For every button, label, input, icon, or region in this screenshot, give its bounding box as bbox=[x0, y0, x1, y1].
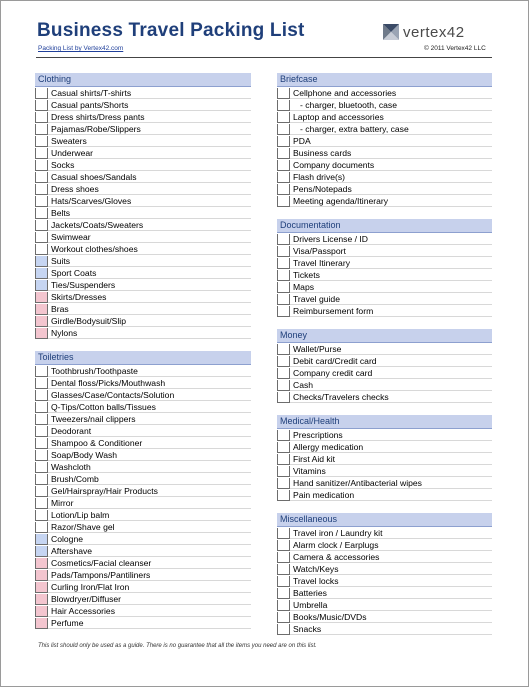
item-label: Travel Itinerary bbox=[290, 257, 492, 269]
checkbox[interactable] bbox=[277, 112, 290, 123]
checkbox[interactable] bbox=[277, 380, 290, 391]
checkbox[interactable] bbox=[35, 414, 48, 425]
item-label: Vitamins bbox=[290, 465, 492, 477]
checklist-item bbox=[35, 605, 251, 617]
checkbox[interactable] bbox=[277, 600, 290, 611]
item-label: Pads/Tampons/Pantiliners bbox=[48, 569, 251, 581]
checkbox[interactable] bbox=[35, 366, 48, 377]
item-label: Company documents bbox=[290, 159, 492, 171]
checkbox[interactable] bbox=[35, 328, 48, 339]
item-label: Checks/Travelers checks bbox=[290, 391, 492, 403]
checkbox[interactable] bbox=[277, 160, 290, 171]
checklist-item bbox=[277, 355, 492, 367]
checklist-item bbox=[277, 257, 492, 269]
checklist-item bbox=[277, 171, 492, 183]
checkbox[interactable] bbox=[35, 304, 48, 315]
item-label: Books/Music/DVDs bbox=[290, 611, 492, 623]
section-header: Miscellaneous bbox=[277, 513, 492, 527]
checklist-item bbox=[35, 413, 251, 425]
checkbox[interactable] bbox=[277, 490, 290, 501]
item-label: Dental floss/Picks/Mouthwash bbox=[48, 377, 251, 389]
item-label: Cosmetics/Facial cleanser bbox=[48, 557, 251, 569]
checkbox[interactable] bbox=[277, 466, 290, 477]
item-label: Tweezers/nail clippers bbox=[48, 413, 251, 425]
checklist-item bbox=[35, 267, 251, 279]
item-label: Visa/Passport bbox=[290, 245, 492, 257]
item-label: Cellphone and accessories bbox=[290, 87, 492, 99]
checkbox[interactable] bbox=[277, 282, 290, 293]
checklist-item bbox=[277, 379, 492, 391]
checkbox[interactable] bbox=[35, 582, 48, 593]
checkbox[interactable] bbox=[35, 426, 48, 437]
item-label: Travel guide bbox=[290, 293, 492, 305]
checklist-item bbox=[35, 243, 251, 255]
checkbox[interactable] bbox=[35, 498, 48, 509]
checklist-item bbox=[35, 521, 251, 533]
checklist-item bbox=[35, 207, 251, 219]
checklist-item bbox=[277, 367, 492, 379]
checkbox[interactable] bbox=[277, 124, 290, 135]
section-header: Medical/Health bbox=[277, 415, 492, 429]
checklist-item bbox=[277, 269, 492, 281]
checklist-item bbox=[35, 123, 251, 135]
checkbox[interactable] bbox=[35, 292, 48, 303]
item-label: Belts bbox=[48, 207, 251, 219]
section-medical-health bbox=[277, 415, 492, 501]
checklist-item bbox=[35, 461, 251, 473]
checklist-item bbox=[35, 473, 251, 485]
checkbox[interactable] bbox=[35, 136, 48, 147]
checklist-item bbox=[277, 293, 492, 305]
checkbox[interactable] bbox=[277, 478, 290, 489]
checklist-item bbox=[35, 219, 251, 231]
checkbox[interactable] bbox=[277, 258, 290, 269]
checkbox[interactable] bbox=[277, 196, 290, 207]
item-label: Nylons bbox=[48, 327, 251, 339]
checklist-item bbox=[277, 611, 492, 623]
checklist-item bbox=[35, 195, 251, 207]
item-label: Ties/Suspenders bbox=[48, 279, 251, 291]
item-label: Batteries bbox=[290, 587, 492, 599]
checklist-item bbox=[35, 545, 251, 557]
checkbox[interactable] bbox=[277, 270, 290, 281]
checkbox[interactable] bbox=[35, 244, 48, 255]
checkbox[interactable] bbox=[277, 100, 290, 111]
section-header: Briefcase bbox=[277, 73, 492, 87]
item-label: Underwear bbox=[48, 147, 251, 159]
checklist-item bbox=[35, 377, 251, 389]
item-label: Hair Accessories bbox=[48, 605, 251, 617]
item-label: Gel/Hairspray/Hair Products bbox=[48, 485, 251, 497]
checkbox[interactable] bbox=[277, 430, 290, 441]
item-label: Watch/Keys bbox=[290, 563, 492, 575]
item-label: Skirts/Dresses bbox=[48, 291, 251, 303]
vertex42-link[interactable]: Packing List by Vertex42.com bbox=[38, 45, 124, 52]
item-label: Reimbursement form bbox=[290, 305, 492, 317]
checkbox[interactable] bbox=[35, 378, 48, 389]
item-label: - charger, bluetooth, case bbox=[290, 99, 492, 111]
checklist-item bbox=[277, 281, 492, 293]
checkbox[interactable] bbox=[35, 510, 48, 521]
checklist-item bbox=[277, 305, 492, 317]
checklist-item bbox=[35, 365, 251, 377]
checklist-item bbox=[277, 111, 492, 123]
checklist-item bbox=[277, 147, 492, 159]
checklist-item bbox=[35, 389, 251, 401]
checkbox[interactable] bbox=[277, 88, 290, 99]
section-miscellaneous bbox=[277, 513, 492, 635]
checklist-item bbox=[35, 147, 251, 159]
checkbox[interactable] bbox=[35, 124, 48, 135]
checkbox[interactable] bbox=[277, 442, 290, 453]
checkbox[interactable] bbox=[35, 148, 48, 159]
checklist-item bbox=[277, 575, 492, 587]
item-label: Camera & accessories bbox=[290, 551, 492, 563]
checkbox[interactable] bbox=[277, 294, 290, 305]
checkbox[interactable] bbox=[277, 588, 290, 599]
checklist-item bbox=[35, 99, 251, 111]
checkbox[interactable] bbox=[35, 160, 48, 171]
checklist-item bbox=[277, 465, 492, 477]
checklist-item bbox=[277, 183, 492, 195]
item-label: Wallet/Purse bbox=[290, 343, 492, 355]
checklist-item bbox=[35, 557, 251, 569]
checklist-item bbox=[35, 279, 251, 291]
checklist-item bbox=[35, 593, 251, 605]
item-label: Tickets bbox=[290, 269, 492, 281]
checklist-item bbox=[277, 527, 492, 539]
item-label: Aftershave bbox=[48, 545, 251, 557]
item-label: Soap/Body Wash bbox=[48, 449, 251, 461]
item-label: Casual shirts/T-shirts bbox=[48, 87, 251, 99]
section-header: Toiletries bbox=[35, 351, 251, 365]
item-label: Travel iron / Laundry kit bbox=[290, 527, 492, 539]
checkbox[interactable] bbox=[35, 268, 48, 279]
checkbox[interactable] bbox=[277, 344, 290, 355]
checkbox[interactable] bbox=[35, 208, 48, 219]
section-documentation bbox=[277, 219, 492, 317]
checkbox[interactable] bbox=[35, 88, 48, 99]
section-toiletries bbox=[35, 351, 251, 629]
checkbox[interactable] bbox=[277, 368, 290, 379]
checkbox[interactable] bbox=[35, 594, 48, 605]
item-label: Cash bbox=[290, 379, 492, 391]
checklist-item bbox=[35, 569, 251, 581]
checklist-item bbox=[277, 453, 492, 465]
item-label: Drivers License / ID bbox=[290, 233, 492, 245]
item-label: Q-Tips/Cotton balls/Tissues bbox=[48, 401, 251, 413]
checkbox[interactable] bbox=[277, 528, 290, 539]
checklist-item bbox=[277, 233, 492, 245]
checklist-item bbox=[35, 617, 251, 629]
item-label: Company credit card bbox=[290, 367, 492, 379]
item-label: PDA bbox=[290, 135, 492, 147]
item-label: Pajamas/Robe/Slippers bbox=[48, 123, 251, 135]
checkbox[interactable] bbox=[277, 356, 290, 367]
checklist-item bbox=[35, 425, 251, 437]
checklist-item bbox=[277, 539, 492, 551]
item-label: Curling Iron/Flat Iron bbox=[48, 581, 251, 593]
item-label: Pain medication bbox=[290, 489, 492, 501]
item-label: First Aid kit bbox=[290, 453, 492, 465]
checkbox[interactable] bbox=[35, 546, 48, 557]
section-header: Clothing bbox=[35, 73, 251, 87]
checklist-item bbox=[277, 99, 492, 111]
checkbox[interactable] bbox=[35, 172, 48, 183]
checkbox[interactable] bbox=[35, 522, 48, 533]
item-label: Workout clothes/shoes bbox=[48, 243, 251, 255]
checkbox[interactable] bbox=[35, 558, 48, 569]
checklist-item bbox=[277, 599, 492, 611]
checkbox[interactable] bbox=[35, 232, 48, 243]
section-briefcase bbox=[277, 73, 492, 207]
item-label: Pens/Notepads bbox=[290, 183, 492, 195]
item-label: Swimwear bbox=[48, 231, 251, 243]
checklist-item bbox=[35, 509, 251, 521]
checklist-item bbox=[35, 111, 251, 123]
checkbox[interactable] bbox=[35, 450, 48, 461]
item-label: Brush/Comb bbox=[48, 473, 251, 485]
checklist-item bbox=[35, 533, 251, 545]
checklist-item bbox=[277, 623, 492, 635]
checklist-item bbox=[35, 291, 251, 303]
checklist-item bbox=[277, 477, 492, 489]
item-label: Blowdryer/Diffuser bbox=[48, 593, 251, 605]
checklist-item bbox=[277, 159, 492, 171]
checkbox[interactable] bbox=[35, 220, 48, 231]
checkbox[interactable] bbox=[277, 148, 290, 159]
checklist-item bbox=[277, 563, 492, 575]
item-label: Snacks bbox=[290, 623, 492, 635]
section-header: Documentation bbox=[277, 219, 492, 233]
checklist-item bbox=[35, 449, 251, 461]
checkbox[interactable] bbox=[277, 246, 290, 257]
checkbox[interactable] bbox=[35, 474, 48, 485]
checklist-item bbox=[35, 231, 251, 243]
checklist-item bbox=[277, 551, 492, 563]
item-label: Sport Coats bbox=[48, 267, 251, 279]
checklist-item bbox=[35, 315, 251, 327]
checklist-item bbox=[35, 135, 251, 147]
checklist-item bbox=[277, 135, 492, 147]
section-money bbox=[277, 329, 492, 403]
checklist-item bbox=[277, 245, 492, 257]
checklist-item bbox=[277, 343, 492, 355]
vertex42-logo-icon bbox=[381, 22, 493, 42]
checklist-item bbox=[35, 87, 251, 99]
item-label: Allergy medication bbox=[290, 441, 492, 453]
item-label: Casual pants/Shorts bbox=[48, 99, 251, 111]
item-label: Perfume bbox=[48, 617, 251, 629]
svg-text:vertex42: vertex42 bbox=[403, 24, 465, 41]
left-column bbox=[35, 73, 251, 641]
item-label: Hand sanitizer/Antibacterial wipes bbox=[290, 477, 492, 489]
item-label: Toothbrush/Toothpaste bbox=[48, 365, 251, 377]
checklist-item bbox=[277, 123, 492, 135]
item-label: Shampoo & Conditioner bbox=[48, 437, 251, 449]
item-label: Umbrella bbox=[290, 599, 492, 611]
right-column bbox=[277, 73, 492, 647]
checkbox[interactable] bbox=[35, 390, 48, 401]
checklist-item bbox=[35, 327, 251, 339]
checkbox[interactable] bbox=[277, 234, 290, 245]
item-label: Razor/Shave gel bbox=[48, 521, 251, 533]
checklist-item bbox=[35, 159, 251, 171]
checklist-item bbox=[277, 391, 492, 403]
item-label: Meeting agenda/Itinerary bbox=[290, 195, 492, 207]
item-label: Laptop and accessories bbox=[290, 111, 492, 123]
checkbox[interactable] bbox=[277, 612, 290, 623]
checklist-item bbox=[277, 587, 492, 599]
item-label: Hats/Scarves/Gloves bbox=[48, 195, 251, 207]
checklist-item bbox=[35, 485, 251, 497]
checklist-item bbox=[35, 497, 251, 509]
item-label: Travel locks bbox=[290, 575, 492, 587]
checkbox[interactable] bbox=[35, 462, 48, 473]
checklist-item bbox=[35, 171, 251, 183]
checklist-item bbox=[35, 183, 251, 195]
checkbox[interactable] bbox=[35, 256, 48, 267]
checklist-item bbox=[277, 429, 492, 441]
checkbox[interactable] bbox=[277, 576, 290, 587]
section-clothing bbox=[35, 73, 251, 339]
item-label: Jackets/Coats/Sweaters bbox=[48, 219, 251, 231]
checkbox[interactable] bbox=[35, 438, 48, 449]
item-label: Girdle/Bodysuit/Slip bbox=[48, 315, 251, 327]
header-divider bbox=[36, 57, 492, 58]
checkbox[interactable] bbox=[35, 618, 48, 629]
checkbox[interactable] bbox=[35, 280, 48, 291]
checkbox[interactable] bbox=[277, 306, 290, 317]
item-label: Business cards bbox=[290, 147, 492, 159]
copyright-text: © 2011 Vertex42 LLC bbox=[424, 45, 486, 52]
checkbox[interactable] bbox=[277, 454, 290, 465]
item-label: Washcloth bbox=[48, 461, 251, 473]
item-label: Glasses/Case/Contacts/Solution bbox=[48, 389, 251, 401]
checkbox[interactable] bbox=[277, 136, 290, 147]
item-label: Dress shoes bbox=[48, 183, 251, 195]
checkbox[interactable] bbox=[35, 570, 48, 581]
checkbox[interactable] bbox=[277, 172, 290, 183]
checkbox[interactable] bbox=[35, 606, 48, 617]
checklist-item bbox=[35, 401, 251, 413]
checkbox[interactable] bbox=[35, 486, 48, 497]
item-label: Mirror bbox=[48, 497, 251, 509]
page-title: Business Travel Packing List bbox=[37, 20, 305, 41]
item-label: Sweaters bbox=[48, 135, 251, 147]
item-label: Cologne bbox=[48, 533, 251, 545]
checkbox[interactable] bbox=[35, 100, 48, 111]
item-label: Debit card/Credit card bbox=[290, 355, 492, 367]
item-label: Maps bbox=[290, 281, 492, 293]
checkbox[interactable] bbox=[35, 534, 48, 545]
checkbox[interactable] bbox=[277, 540, 290, 551]
checkbox[interactable] bbox=[35, 184, 48, 195]
checklist-item bbox=[277, 441, 492, 453]
checkbox[interactable] bbox=[277, 624, 290, 635]
item-label: Deodorant bbox=[48, 425, 251, 437]
item-label: Flash drive(s) bbox=[290, 171, 492, 183]
item-label: Suits bbox=[48, 255, 251, 267]
item-label: - charger, extra battery, case bbox=[290, 123, 492, 135]
checkbox[interactable] bbox=[277, 552, 290, 563]
item-label: Bras bbox=[48, 303, 251, 315]
checkbox[interactable] bbox=[35, 112, 48, 123]
checklist-item bbox=[277, 87, 492, 99]
checkbox[interactable] bbox=[277, 392, 290, 403]
checkbox[interactable] bbox=[35, 402, 48, 413]
item-label: Socks bbox=[48, 159, 251, 171]
checkbox[interactable] bbox=[277, 184, 290, 195]
item-label: Dress shirts/Dress pants bbox=[48, 111, 251, 123]
disclaimer-text: This list should only be used as a guide. There is no guarantee that all the items you need are on this list. bbox=[38, 643, 317, 649]
checklist-item bbox=[35, 437, 251, 449]
checklist-item bbox=[35, 255, 251, 267]
checkbox[interactable] bbox=[35, 316, 48, 327]
item-label: Casual shoes/Sandals bbox=[48, 171, 251, 183]
checklist-item bbox=[277, 195, 492, 207]
item-label: Prescriptions bbox=[290, 429, 492, 441]
checklist-item bbox=[35, 303, 251, 315]
section-header: Money bbox=[277, 329, 492, 343]
item-label: Alarm clock / Earplugs bbox=[290, 539, 492, 551]
item-label: Lotion/Lip balm bbox=[48, 509, 251, 521]
checkbox[interactable] bbox=[35, 196, 48, 207]
checklist-item bbox=[277, 489, 492, 501]
checklist-item bbox=[35, 581, 251, 593]
checkbox[interactable] bbox=[277, 564, 290, 575]
